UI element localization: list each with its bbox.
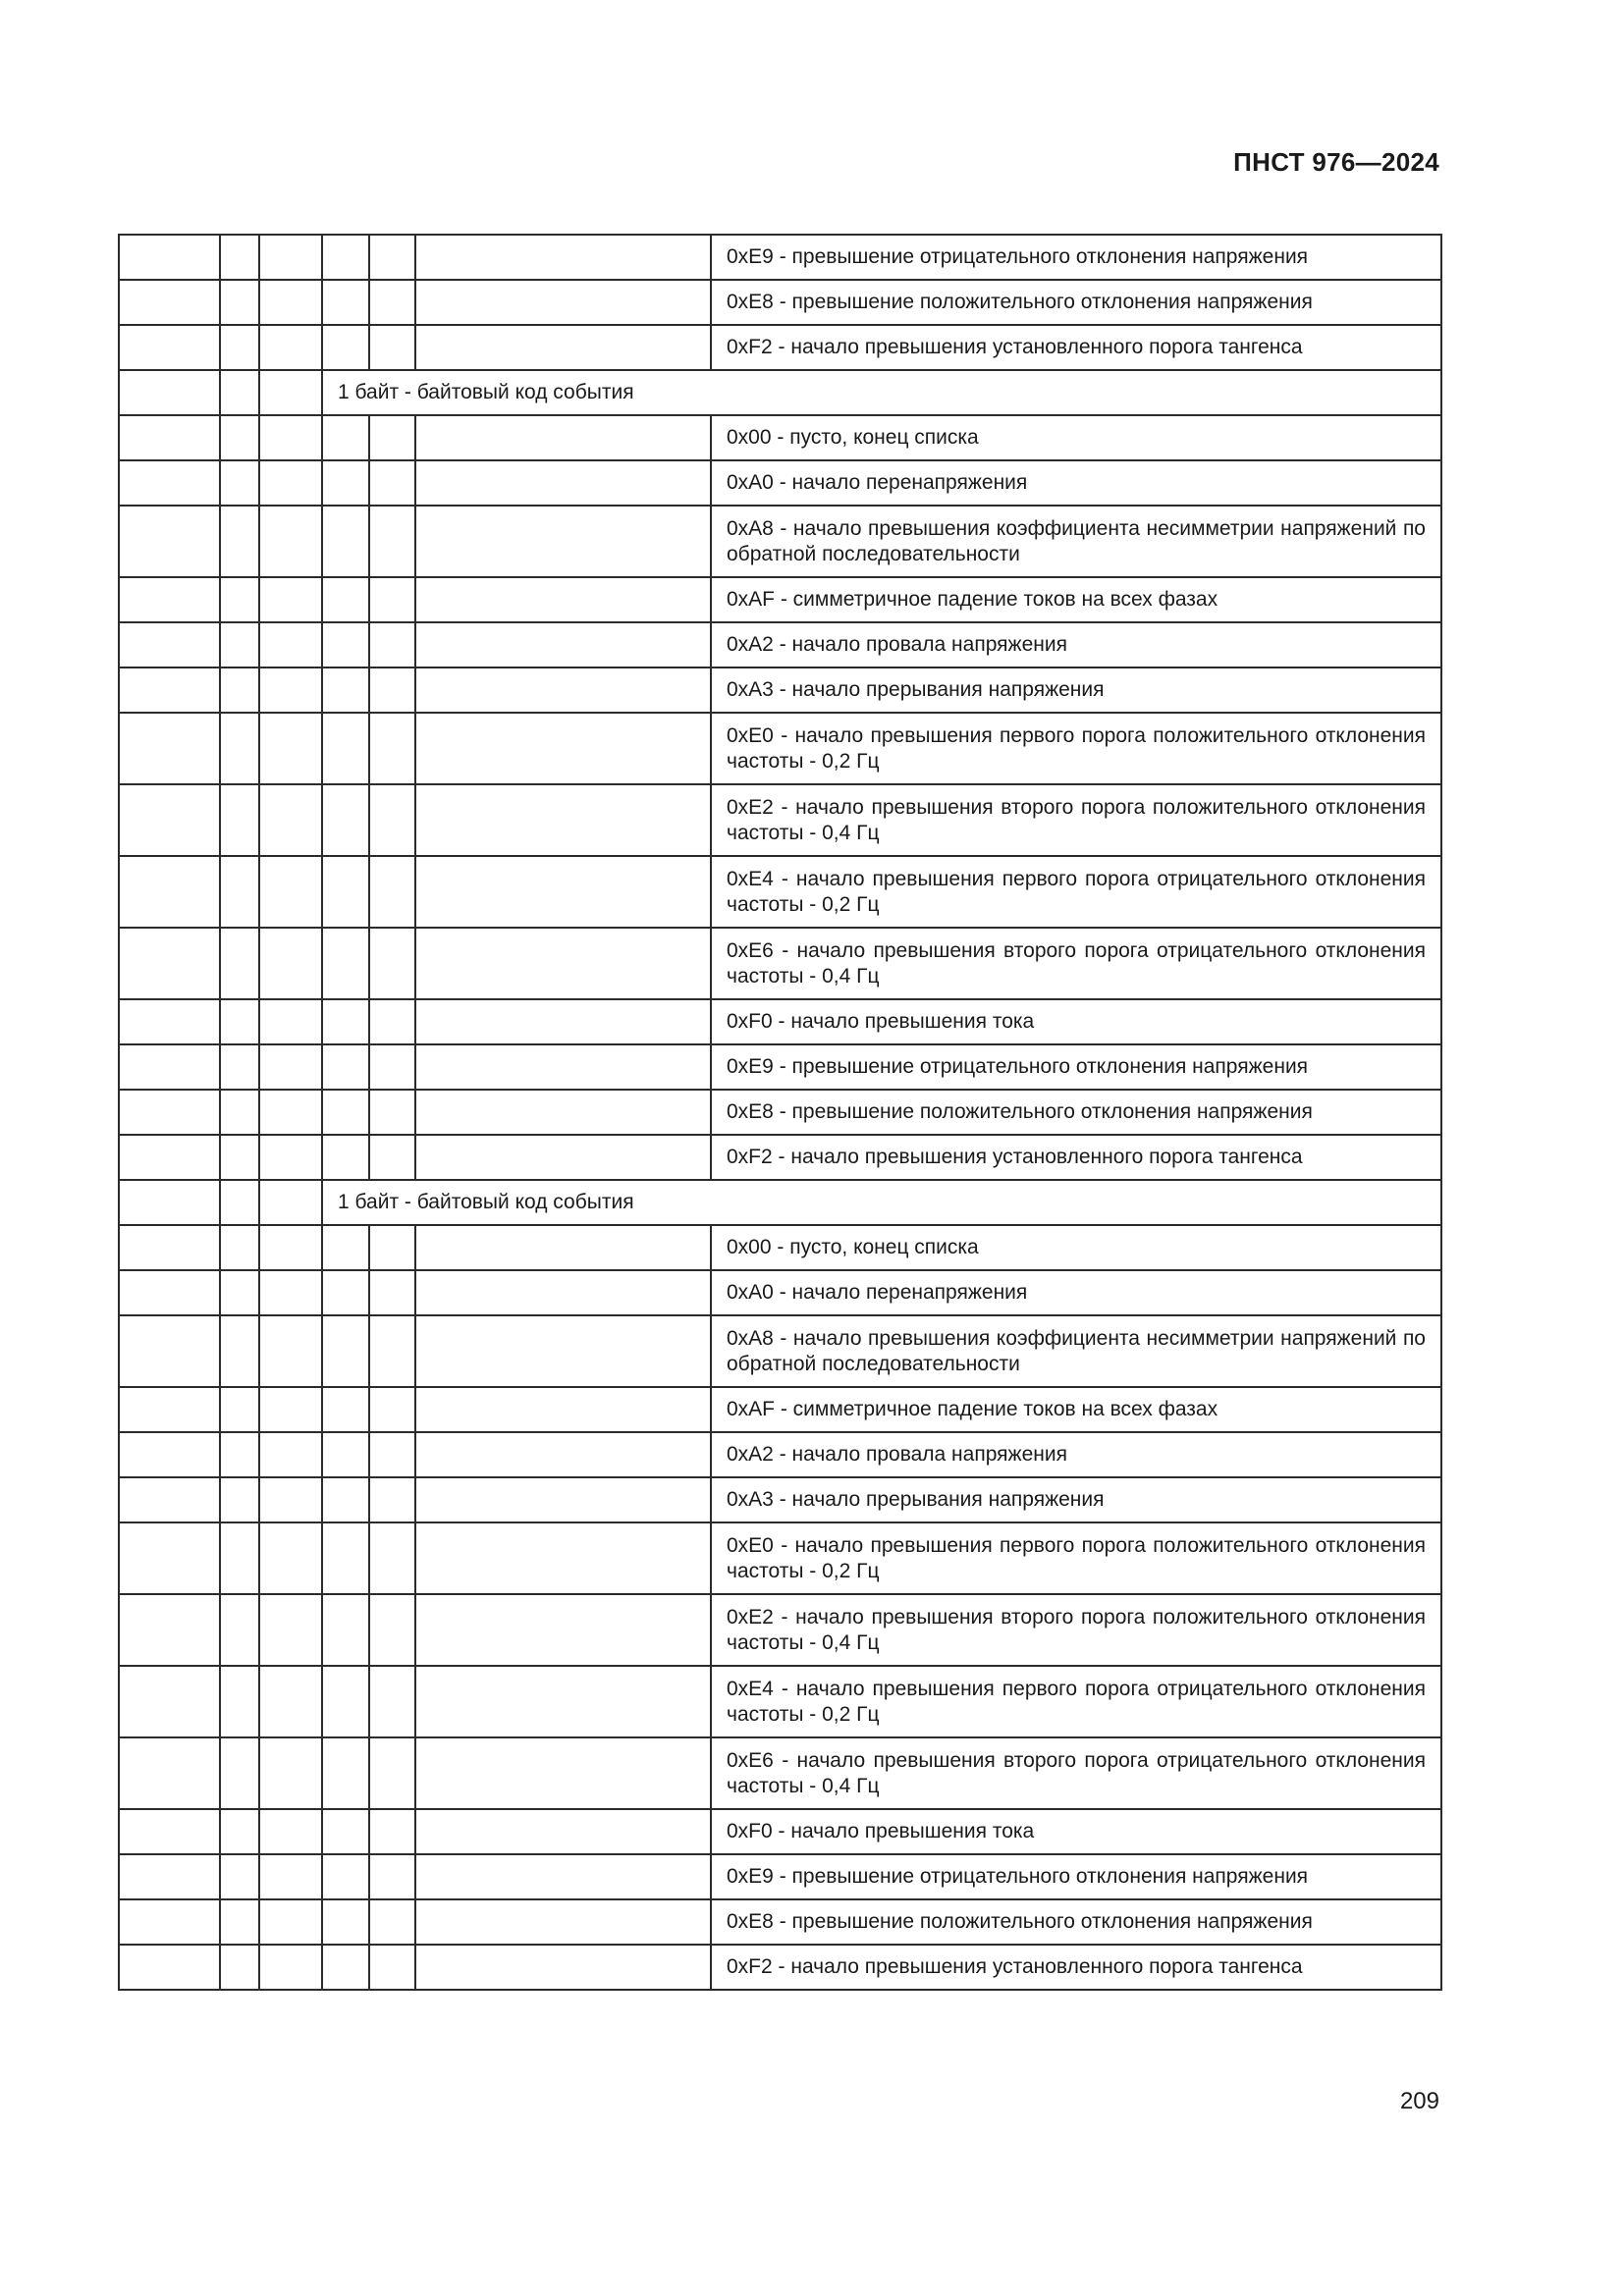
empty-cell xyxy=(415,667,711,713)
event-code-description: 0x00 - пусто, конец списка xyxy=(711,1225,1441,1270)
empty-cell xyxy=(119,784,220,856)
empty-cell xyxy=(322,1387,369,1432)
empty-cell xyxy=(119,370,220,415)
empty-cell xyxy=(322,415,369,460)
empty-cell xyxy=(220,856,259,928)
empty-cell xyxy=(220,1387,259,1432)
empty-cell xyxy=(415,577,711,622)
empty-cell xyxy=(259,235,322,280)
empty-cell xyxy=(322,1854,369,1899)
event-code-row xyxy=(119,325,1441,370)
empty-cell xyxy=(259,325,322,370)
empty-cell xyxy=(220,415,259,460)
event-code-description: 0xE8 - превышение положительного отклонения напряжения xyxy=(711,280,1441,325)
empty-cell xyxy=(369,667,415,713)
empty-cell xyxy=(119,1135,220,1180)
empty-cell xyxy=(369,1315,415,1387)
event-code-description: 0xF0 - начало превышения тока xyxy=(711,1809,1441,1854)
empty-cell xyxy=(369,415,415,460)
empty-cell xyxy=(119,577,220,622)
empty-cell xyxy=(119,415,220,460)
empty-cell xyxy=(415,506,711,577)
empty-cell xyxy=(259,1044,322,1090)
empty-cell xyxy=(369,1432,415,1477)
empty-cell xyxy=(119,1899,220,1945)
empty-cell xyxy=(369,1135,415,1180)
event-code-description: 0xE2 - начало превышения второго порога положительного отклонения частоты - 0,4 Гц xyxy=(711,1594,1441,1666)
group-header-row xyxy=(119,370,1441,415)
empty-cell xyxy=(259,1666,322,1737)
empty-cell xyxy=(415,784,711,856)
empty-cell xyxy=(220,1135,259,1180)
empty-cell xyxy=(415,1432,711,1477)
empty-cell xyxy=(220,1809,259,1854)
empty-cell xyxy=(119,1315,220,1387)
event-code-row xyxy=(119,1090,1441,1135)
empty-cell xyxy=(369,1090,415,1135)
empty-cell xyxy=(259,1737,322,1809)
empty-cell xyxy=(259,1809,322,1854)
event-code-description: 0xA8 - начало превышения коэффициента несимметрии напряжений по обратной последовательности xyxy=(711,1315,1441,1387)
group-header-row xyxy=(119,1180,1441,1225)
event-code-description: 0xE8 - превышение положительного отклонения напряжения xyxy=(711,1899,1441,1945)
event-code-row xyxy=(119,1225,1441,1270)
empty-cell xyxy=(259,1135,322,1180)
empty-cell xyxy=(259,1180,322,1225)
empty-cell xyxy=(119,856,220,928)
empty-cell xyxy=(259,1270,322,1315)
empty-cell xyxy=(119,460,220,506)
empty-cell xyxy=(259,370,322,415)
event-code-description: 0xE4 - начало превышения первого порога отрицательного отклонения частоты - 0,2 Гц xyxy=(711,1666,1441,1737)
empty-cell xyxy=(369,506,415,577)
empty-cell xyxy=(415,713,711,784)
empty-cell xyxy=(259,784,322,856)
empty-cell xyxy=(259,928,322,999)
empty-cell xyxy=(369,1044,415,1090)
empty-cell xyxy=(220,999,259,1044)
empty-cell xyxy=(322,1135,369,1180)
empty-cell xyxy=(259,1899,322,1945)
empty-cell xyxy=(220,1945,259,1990)
empty-cell xyxy=(220,1090,259,1135)
event-code-row xyxy=(119,1809,1441,1854)
event-code-row xyxy=(119,1594,1441,1666)
empty-cell xyxy=(259,1225,322,1270)
event-code-description: 0xE4 - начало превышения первого порога отрицательного отклонения частоты - 0,2 Гц xyxy=(711,856,1441,928)
event-code-description: 0xE2 - начало превышения второго порога положительного отклонения частоты - 0,4 Гц xyxy=(711,784,1441,856)
empty-cell xyxy=(259,1090,322,1135)
event-code-description: 0xE6 - начало превышения второго порога отрицательного отклонения частоты - 0,4 Гц xyxy=(711,1737,1441,1809)
empty-cell xyxy=(119,1737,220,1809)
empty-cell xyxy=(369,1666,415,1737)
empty-cell xyxy=(322,1899,369,1945)
empty-cell xyxy=(322,1044,369,1090)
empty-cell xyxy=(259,713,322,784)
empty-cell xyxy=(369,713,415,784)
event-code-row xyxy=(119,1737,1441,1809)
empty-cell xyxy=(119,1945,220,1990)
event-code-description: 0xA0 - начало перенапряжения xyxy=(711,1270,1441,1315)
empty-cell xyxy=(220,928,259,999)
empty-cell xyxy=(415,415,711,460)
empty-cell xyxy=(369,784,415,856)
empty-cell xyxy=(119,506,220,577)
empty-cell xyxy=(220,506,259,577)
empty-cell xyxy=(259,1594,322,1666)
empty-cell xyxy=(220,370,259,415)
empty-cell xyxy=(322,460,369,506)
empty-cell xyxy=(322,280,369,325)
empty-cell xyxy=(322,1666,369,1737)
event-code-row xyxy=(119,928,1441,999)
empty-cell xyxy=(322,1737,369,1809)
empty-cell xyxy=(119,1387,220,1432)
empty-cell xyxy=(220,784,259,856)
event-code-row xyxy=(119,506,1441,577)
event-code-description: 0xA2 - начало провала напряжения xyxy=(711,622,1441,667)
empty-cell xyxy=(259,1854,322,1899)
empty-cell xyxy=(220,1594,259,1666)
event-code-row xyxy=(119,1432,1441,1477)
document-code: ПНСТ 976—2024 xyxy=(1233,147,1439,177)
empty-cell xyxy=(259,1387,322,1432)
empty-cell xyxy=(119,280,220,325)
empty-cell xyxy=(220,1270,259,1315)
event-code-row xyxy=(119,667,1441,713)
empty-cell xyxy=(220,713,259,784)
empty-cell xyxy=(415,1387,711,1432)
empty-cell xyxy=(119,1477,220,1522)
empty-cell xyxy=(322,1270,369,1315)
empty-cell xyxy=(220,1225,259,1270)
empty-cell xyxy=(322,667,369,713)
empty-cell xyxy=(415,999,711,1044)
empty-cell xyxy=(369,1945,415,1990)
event-code-row xyxy=(119,622,1441,667)
event-code-row xyxy=(119,1387,1441,1432)
empty-cell xyxy=(259,460,322,506)
event-code-description: 0xE9 - превышение отрицательного отклонения напряжения xyxy=(711,1044,1441,1090)
event-code-description: 0xF2 - начало превышения установленного порога тангенса xyxy=(711,1135,1441,1180)
event-code-description: 0xAF - симметричное падение токов на всех фазах xyxy=(711,577,1441,622)
empty-cell xyxy=(322,856,369,928)
event-code-row xyxy=(119,1315,1441,1387)
event-code-description: 0xAF - симметричное падение токов на всех фазах xyxy=(711,1387,1441,1432)
empty-cell xyxy=(369,460,415,506)
empty-cell xyxy=(369,1225,415,1270)
empty-cell xyxy=(415,1477,711,1522)
event-code-description: 0xA3 - начало прерывания напряжения xyxy=(711,667,1441,713)
empty-cell xyxy=(220,1522,259,1594)
empty-cell xyxy=(415,1044,711,1090)
empty-cell xyxy=(322,928,369,999)
event-code-row xyxy=(119,235,1441,280)
event-code-row xyxy=(119,1522,1441,1594)
event-code-description: 0xE9 - превышение отрицательного отклонения напряжения xyxy=(711,1854,1441,1899)
event-code-description: 0xE0 - начало превышения первого порога положительного отклонения частоты - 0,2 Гц xyxy=(711,713,1441,784)
empty-cell xyxy=(415,928,711,999)
event-code-description: 0xE6 - начало превышения второго порога отрицательного отклонения частоты - 0,4 Гц xyxy=(711,928,1441,999)
empty-cell xyxy=(119,622,220,667)
event-code-row xyxy=(119,1044,1441,1090)
event-code-description: 0xA2 - начало провала напряжения xyxy=(711,1432,1441,1477)
empty-cell xyxy=(220,1666,259,1737)
empty-cell xyxy=(119,1180,220,1225)
empty-cell xyxy=(369,1737,415,1809)
empty-cell xyxy=(415,1594,711,1666)
empty-cell xyxy=(220,1432,259,1477)
empty-cell xyxy=(415,1270,711,1315)
event-code-row xyxy=(119,1270,1441,1315)
empty-cell xyxy=(220,1854,259,1899)
empty-cell xyxy=(119,1854,220,1899)
event-code-row xyxy=(119,713,1441,784)
event-codes-table xyxy=(118,234,1442,1991)
empty-cell xyxy=(322,235,369,280)
empty-cell xyxy=(220,1180,259,1225)
empty-cell xyxy=(119,1270,220,1315)
empty-cell xyxy=(415,1135,711,1180)
empty-cell xyxy=(369,1899,415,1945)
empty-cell xyxy=(322,1477,369,1522)
empty-cell xyxy=(119,1522,220,1594)
empty-cell xyxy=(220,1315,259,1387)
empty-cell xyxy=(369,1809,415,1854)
event-code-row xyxy=(119,1666,1441,1737)
empty-cell xyxy=(415,1809,711,1854)
empty-cell xyxy=(369,1477,415,1522)
empty-cell xyxy=(259,1432,322,1477)
empty-cell xyxy=(259,999,322,1044)
empty-cell xyxy=(415,1737,711,1809)
empty-cell xyxy=(119,1809,220,1854)
event-code-row xyxy=(119,460,1441,506)
empty-cell xyxy=(369,1522,415,1594)
event-code-description: 0xE0 - начало превышения первого порога положительного отклонения частоты - 0,2 Гц xyxy=(711,1522,1441,1594)
empty-cell xyxy=(415,622,711,667)
event-code-description: 0xA8 - начало превышения коэффициента несимметрии напряжений по обратной последовательности xyxy=(711,506,1441,577)
empty-cell xyxy=(415,856,711,928)
event-code-row xyxy=(119,577,1441,622)
event-code-description: 0xA3 - начало прерывания напряжения xyxy=(711,1477,1441,1522)
empty-cell xyxy=(415,1899,711,1945)
empty-cell xyxy=(259,577,322,622)
empty-cell xyxy=(322,1432,369,1477)
empty-cell xyxy=(119,1432,220,1477)
event-code-row xyxy=(119,1945,1441,1990)
page-number: 209 xyxy=(1399,2088,1439,2114)
event-code-row xyxy=(119,1899,1441,1945)
empty-cell xyxy=(369,235,415,280)
empty-cell xyxy=(259,856,322,928)
empty-cell xyxy=(369,1387,415,1432)
empty-cell xyxy=(119,1090,220,1135)
empty-cell xyxy=(322,622,369,667)
empty-cell xyxy=(220,577,259,622)
empty-cell xyxy=(259,1945,322,1990)
empty-cell xyxy=(369,325,415,370)
empty-cell xyxy=(220,1477,259,1522)
empty-cell xyxy=(322,784,369,856)
empty-cell xyxy=(322,1090,369,1135)
event-code-row xyxy=(119,1135,1441,1180)
empty-cell xyxy=(322,713,369,784)
empty-cell xyxy=(322,506,369,577)
empty-cell xyxy=(119,999,220,1044)
event-code-row xyxy=(119,1477,1441,1522)
empty-cell xyxy=(369,622,415,667)
empty-cell xyxy=(369,999,415,1044)
empty-cell xyxy=(369,928,415,999)
event-code-description: 0xE9 - превышение отрицательного отклонения напряжения xyxy=(711,235,1441,280)
empty-cell xyxy=(220,667,259,713)
event-code-row xyxy=(119,415,1441,460)
empty-cell xyxy=(119,235,220,280)
empty-cell xyxy=(259,1522,322,1594)
empty-cell xyxy=(415,1945,711,1990)
empty-cell xyxy=(119,667,220,713)
empty-cell xyxy=(259,622,322,667)
empty-cell xyxy=(220,460,259,506)
table-body xyxy=(119,235,1441,1990)
empty-cell xyxy=(259,280,322,325)
empty-cell xyxy=(322,1315,369,1387)
event-code-description: 0xF2 - начало превышения установленного порога тангенса xyxy=(711,325,1441,370)
empty-cell xyxy=(119,928,220,999)
empty-cell xyxy=(415,1315,711,1387)
empty-cell xyxy=(220,1737,259,1809)
empty-cell xyxy=(322,577,369,622)
group-label: 1 байт - байтовый код события xyxy=(322,370,1441,415)
empty-cell xyxy=(415,235,711,280)
empty-cell xyxy=(119,1044,220,1090)
empty-cell xyxy=(220,235,259,280)
empty-cell xyxy=(369,577,415,622)
empty-cell xyxy=(259,506,322,577)
empty-cell xyxy=(259,667,322,713)
empty-cell xyxy=(415,280,711,325)
empty-cell xyxy=(369,280,415,325)
empty-cell xyxy=(415,1854,711,1899)
event-code-description: 0xA0 - начало перенапряжения xyxy=(711,460,1441,506)
empty-cell xyxy=(322,1522,369,1594)
empty-cell xyxy=(259,415,322,460)
empty-cell xyxy=(415,460,711,506)
empty-cell xyxy=(322,1594,369,1666)
empty-cell xyxy=(220,280,259,325)
empty-cell xyxy=(322,999,369,1044)
empty-cell xyxy=(119,1594,220,1666)
event-code-row xyxy=(119,856,1441,928)
event-code-description: 0x00 - пусто, конец списка xyxy=(711,415,1441,460)
empty-cell xyxy=(119,713,220,784)
empty-cell xyxy=(415,1090,711,1135)
empty-cell xyxy=(119,1666,220,1737)
group-label: 1 байт - байтовый код события xyxy=(322,1180,1441,1225)
empty-cell xyxy=(220,1044,259,1090)
event-code-description: 0xF0 - начало превышения тока xyxy=(711,999,1441,1044)
empty-cell xyxy=(369,1594,415,1666)
empty-cell xyxy=(369,856,415,928)
empty-cell xyxy=(415,1225,711,1270)
empty-cell xyxy=(119,1225,220,1270)
empty-cell xyxy=(369,1854,415,1899)
empty-cell xyxy=(369,1270,415,1315)
event-code-row xyxy=(119,280,1441,325)
empty-cell xyxy=(322,325,369,370)
empty-cell xyxy=(415,325,711,370)
empty-cell xyxy=(322,1225,369,1270)
event-code-row xyxy=(119,999,1441,1044)
empty-cell xyxy=(220,325,259,370)
empty-cell xyxy=(322,1809,369,1854)
empty-cell xyxy=(415,1666,711,1737)
event-code-description: 0xE8 - превышение положительного отклонения напряжения xyxy=(711,1090,1441,1135)
empty-cell xyxy=(259,1477,322,1522)
event-code-row xyxy=(119,784,1441,856)
empty-cell xyxy=(220,622,259,667)
empty-cell xyxy=(259,1315,322,1387)
event-code-description: 0xF2 - начало превышения установленного порога тангенса xyxy=(711,1945,1441,1990)
empty-cell xyxy=(415,1522,711,1594)
empty-cell xyxy=(220,1899,259,1945)
event-code-row xyxy=(119,1854,1441,1899)
empty-cell xyxy=(119,325,220,370)
empty-cell xyxy=(322,1945,369,1990)
